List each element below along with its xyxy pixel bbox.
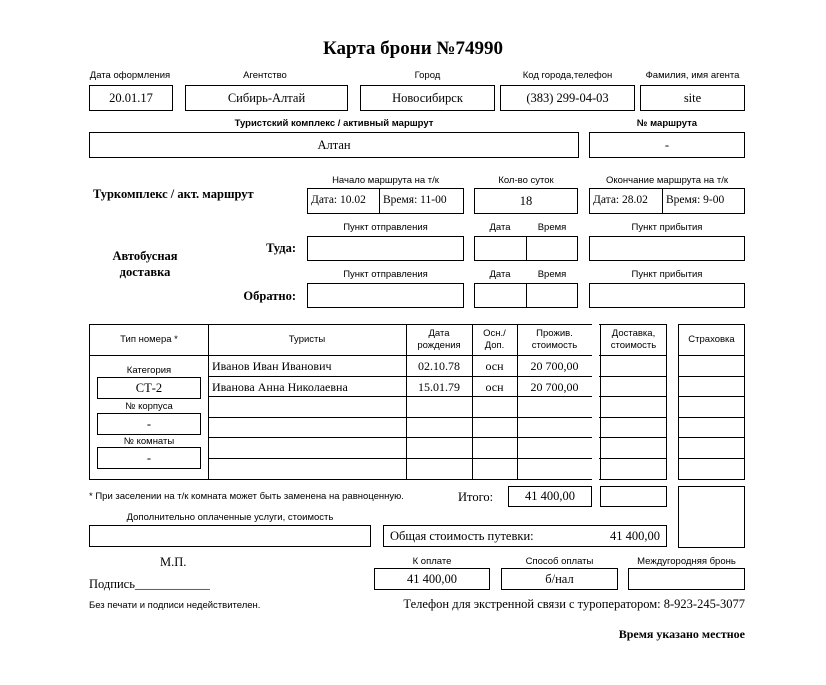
bus-title-1: Автобусная xyxy=(112,249,178,263)
there-date-label: Дата xyxy=(489,222,511,233)
row2-price: 20 700,00 xyxy=(530,380,579,394)
total-field: 41 400,00 xyxy=(508,486,592,507)
to-pay-label: К оплате xyxy=(412,556,452,567)
tour-cost-value: 41 400,00 xyxy=(610,529,660,543)
birth-header-2: рождения xyxy=(417,339,461,351)
invalid-note: Без печати и подписи недействителен. xyxy=(89,600,261,611)
row2-name: Иванова Анна Николаевна xyxy=(212,380,348,394)
row1-price: 20 700,00 xyxy=(530,359,579,373)
extra-services-label: Дополнительно оплаченные услуги, стоимость xyxy=(126,512,334,523)
agent-field: site xyxy=(640,85,745,111)
pay-method-field: б/нал xyxy=(501,568,618,590)
row1-name: Иванов Иван Иванович xyxy=(212,359,332,373)
back-time-label: Время xyxy=(537,269,567,280)
intercity-field xyxy=(628,568,745,590)
main-header-2: Доп. xyxy=(484,339,505,351)
end-date: Дата: 28.02 xyxy=(593,194,648,206)
delivery-total-field xyxy=(600,486,667,507)
insurance-total-field xyxy=(678,486,745,548)
row1-type: осн xyxy=(485,359,504,373)
intercity-label: Междугородняя бронь xyxy=(637,556,736,567)
total-label: Итого: xyxy=(458,490,494,504)
complex-field: Алтан xyxy=(89,132,579,158)
there-departure-field xyxy=(307,236,464,261)
birth-header xyxy=(406,324,472,355)
emergency-phone: Телефон для экстренной связи с туроператором: 8-923-245-3077 xyxy=(403,597,745,611)
start-time: Время: 11-00 xyxy=(383,194,447,206)
delivery-header-2: стоимость xyxy=(610,339,657,351)
back-departure-field xyxy=(307,283,464,308)
there-datetime-field xyxy=(474,236,578,261)
end-label: Окончание маршрута на т/к xyxy=(605,175,729,186)
insurance-header: Страховка xyxy=(688,333,735,345)
page-title: Карта брони №74990 xyxy=(323,38,503,59)
back-arrival-label: Пункт прибытия xyxy=(631,269,703,280)
date-label: Дата оформления xyxy=(89,70,171,81)
main-header xyxy=(472,324,517,355)
tour-cost-label: Общая стоимость путевки: xyxy=(390,529,534,543)
delivery-header-1: Доставка, xyxy=(611,327,656,339)
row2-type: осн xyxy=(485,380,504,394)
back-datetime-field xyxy=(474,283,578,308)
city-field: Новосибирск xyxy=(360,85,495,111)
main-header-1: Осн./ xyxy=(483,327,506,339)
date-field: 20.01.17 xyxy=(89,85,173,111)
there-arrival-label: Пункт прибытия xyxy=(631,222,703,233)
back-arrival-field xyxy=(589,283,745,308)
complex-label: Туристский комплекс / активный маршрут xyxy=(234,118,434,129)
agent-label: Фамилия, имя агента xyxy=(645,70,740,81)
tourists-header: Туристы xyxy=(288,333,326,345)
start-label: Начало маршрута на т/к xyxy=(332,175,439,186)
route-number-field: - xyxy=(589,132,745,158)
pay-method-label: Способ оплаты xyxy=(525,556,594,567)
route-number-label: № маршрута xyxy=(636,118,698,129)
living-header-1: Прожив. xyxy=(536,327,573,339)
there-label: Туда: xyxy=(266,241,296,255)
room-field: - xyxy=(97,447,201,469)
phone-field: (383) 299-04-03 xyxy=(500,85,635,111)
birth-header-1: Дата xyxy=(428,327,450,339)
phone-label: Код города,телефон xyxy=(522,70,613,81)
category-label: Категория xyxy=(126,365,172,376)
signature-line: Подпись____________ xyxy=(89,577,210,591)
stamp-place: М.П. xyxy=(160,555,187,569)
row1-birth: 02.10.78 xyxy=(418,359,460,373)
local-time-note: Время указано местное xyxy=(618,627,745,641)
back-departure-label: Пункт отправления xyxy=(343,269,428,280)
there-time-label: Время xyxy=(537,222,567,233)
there-departure-label: Пункт отправления xyxy=(343,222,428,233)
building-field: - xyxy=(97,413,201,435)
room-note: * При заселении на т/к комната может быть заменена на равноценную. xyxy=(89,491,404,502)
start-date: Дата: 10.02 xyxy=(311,194,366,206)
gap-mask xyxy=(592,322,599,482)
city-label: Город xyxy=(414,70,441,81)
there-arrival-field xyxy=(589,236,745,261)
agency-label: Агентство xyxy=(243,70,287,81)
back-label: Обратно: xyxy=(243,289,296,303)
room-type-header: Тип номера * xyxy=(120,333,178,345)
living-header-2: стоимость xyxy=(531,339,578,351)
tour-cost-field xyxy=(383,525,667,547)
back-date-label: Дата xyxy=(489,269,511,280)
route-section-title: Туркомплекс / акт. маршрут xyxy=(93,187,254,201)
row2-birth: 15.01.79 xyxy=(418,380,460,394)
to-pay-field: 41 400,00 xyxy=(374,568,490,590)
delivery-header xyxy=(600,324,667,355)
living-header xyxy=(517,324,592,355)
room-label: № комнаты xyxy=(123,436,175,447)
end-time: Время: 9-00 xyxy=(666,194,725,206)
building-label: № корпуса xyxy=(125,401,173,412)
start-field xyxy=(307,188,464,214)
end-field xyxy=(589,188,745,214)
category-field: СТ-2 xyxy=(97,377,201,399)
extra-services-field xyxy=(89,525,371,547)
days-label: Кол-во суток xyxy=(498,175,554,186)
agency-field: Сибирь-Алтай xyxy=(185,85,348,111)
bus-title-2: доставка xyxy=(119,265,171,279)
days-field: 18 xyxy=(474,188,578,214)
